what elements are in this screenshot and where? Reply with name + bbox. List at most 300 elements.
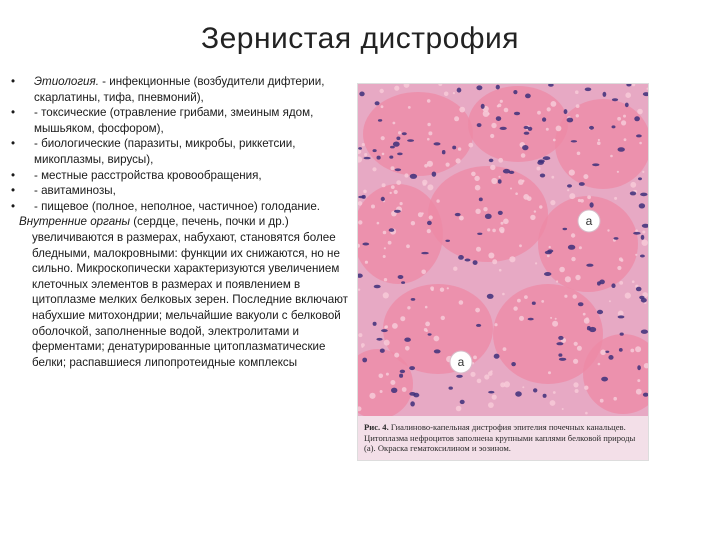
protein-granule <box>522 180 525 183</box>
nucleus <box>458 255 464 260</box>
nucleus <box>532 302 536 305</box>
protein-granule <box>475 209 480 214</box>
nucleus <box>543 156 551 160</box>
protein-granule <box>567 189 569 191</box>
protein-granule <box>471 172 476 177</box>
protein-granule <box>361 346 363 348</box>
nucleus <box>586 264 593 267</box>
protein-granule <box>490 165 495 170</box>
protein-granule <box>598 363 601 366</box>
protein-granule <box>584 318 590 324</box>
nucleus <box>496 85 500 90</box>
protein-granule <box>470 372 475 377</box>
nucleus <box>543 394 547 398</box>
protein-granule <box>422 212 424 214</box>
nucleus <box>568 245 575 250</box>
protein-granule <box>547 107 551 111</box>
protein-granule <box>384 340 390 346</box>
protein-granule <box>548 371 551 374</box>
cell-cluster <box>363 92 473 176</box>
bullet-dot: • <box>10 199 16 213</box>
protein-granule <box>483 207 487 211</box>
bullet-text: - местные расстройства кровообращения, <box>34 168 262 182</box>
protein-granule <box>379 374 384 379</box>
slide-title: Зернистая дистрофия <box>200 22 520 55</box>
nucleus <box>608 355 613 360</box>
protein-granule <box>492 395 497 400</box>
nucleus <box>396 137 400 141</box>
nucleus <box>578 302 584 306</box>
nucleus <box>620 333 624 336</box>
protein-granule <box>391 185 395 189</box>
nucleus <box>638 177 642 180</box>
protein-granule <box>569 193 575 199</box>
protein-granule <box>630 349 634 353</box>
nucleus <box>479 198 483 202</box>
protein-granule <box>537 111 541 115</box>
protein-granule <box>550 317 552 319</box>
bullet-dot: • <box>10 137 16 151</box>
protein-granule <box>574 342 578 346</box>
protein-granule <box>358 220 362 224</box>
nucleus <box>540 174 545 178</box>
protein-granule <box>476 247 481 252</box>
nucleus <box>457 88 462 93</box>
nucleus <box>509 171 515 174</box>
protein-granule <box>473 356 477 360</box>
protein-granule <box>394 86 399 91</box>
protein-granule <box>429 215 433 219</box>
protein-granule <box>475 308 480 313</box>
bullet-text: - инфекционные (возбудители дифтерии, скарлатины, тифа, пневмоний), <box>34 75 325 104</box>
protein-granule <box>553 139 556 142</box>
nucleus <box>380 349 385 353</box>
protein-granule <box>394 353 399 358</box>
nucleus <box>409 366 415 370</box>
protein-granule <box>598 139 600 141</box>
nucleus <box>427 221 432 225</box>
protein-granule <box>454 116 459 121</box>
nucleus <box>428 333 432 335</box>
nucleus <box>525 94 531 99</box>
nucleus <box>630 191 636 195</box>
nucleus <box>374 285 381 289</box>
protein-granule <box>521 153 526 158</box>
protein-granule <box>501 222 504 225</box>
protein-granule <box>619 281 623 285</box>
protein-granule <box>498 158 503 163</box>
nucleus <box>477 123 482 127</box>
nucleus <box>558 336 563 340</box>
nucleus <box>511 362 516 366</box>
protein-granule <box>513 306 517 310</box>
protein-granule <box>390 192 392 194</box>
nucleus <box>485 214 492 219</box>
protein-granule <box>519 316 524 321</box>
nucleus <box>592 163 599 166</box>
protein-granule <box>607 229 609 231</box>
nucleus <box>498 211 503 215</box>
nucleus <box>394 210 401 213</box>
protein-granule <box>535 262 537 264</box>
protein-granule <box>635 254 637 256</box>
nucleus <box>449 387 453 390</box>
nucleus <box>559 358 566 361</box>
paragraph-lead: Внутренние органы <box>19 215 131 229</box>
nucleus <box>558 353 562 356</box>
protein-granule <box>575 275 580 280</box>
protein-granule <box>406 244 410 248</box>
protein-granule <box>624 138 627 141</box>
protein-granule <box>447 287 449 289</box>
nucleus <box>362 358 367 363</box>
protein-granule <box>498 176 500 178</box>
protein-granule <box>396 180 401 185</box>
protein-granule <box>382 153 385 156</box>
protein-granule <box>407 306 410 309</box>
nucleus <box>542 117 546 121</box>
protein-granule <box>446 163 450 167</box>
nucleus <box>636 134 642 137</box>
protein-granule <box>637 109 643 115</box>
protein-granule <box>537 167 541 171</box>
protein-granule <box>597 141 601 145</box>
protein-granule <box>637 379 640 382</box>
nucleus <box>514 112 520 115</box>
protein-granule <box>600 350 606 356</box>
nucleus <box>410 174 417 179</box>
protein-granule <box>424 328 427 331</box>
protein-granule <box>621 120 626 125</box>
protein-granule <box>539 205 542 208</box>
nucleus <box>641 330 648 334</box>
nucleus <box>358 147 362 150</box>
nucleus <box>524 132 530 135</box>
bullet-item <box>8 199 348 215</box>
nucleus <box>563 228 568 230</box>
nucleus <box>452 146 456 150</box>
protein-granule <box>551 101 557 107</box>
protein-granule <box>383 292 389 298</box>
bullet-item <box>8 105 348 136</box>
protein-granule <box>510 188 512 190</box>
protein-granule <box>425 306 428 309</box>
protein-granule <box>384 278 387 281</box>
protein-granule <box>488 253 494 259</box>
protein-granule <box>642 240 648 246</box>
protein-granule <box>571 257 575 261</box>
protein-granule <box>569 170 575 176</box>
nucleus <box>567 184 572 187</box>
nucleus <box>533 388 537 392</box>
protein-granule <box>365 261 368 264</box>
protein-granule <box>636 389 642 395</box>
bullet-lead: Этиология. <box>34 75 99 88</box>
protein-granule <box>562 408 564 410</box>
nucleus <box>515 391 522 396</box>
protein-granule <box>456 158 461 163</box>
nucleus <box>522 145 528 150</box>
protein-granule <box>400 202 403 205</box>
nucleus <box>547 249 553 252</box>
nucleus <box>364 157 371 159</box>
protein-granule <box>617 266 621 270</box>
nucleus <box>401 281 405 284</box>
protein-granule <box>436 199 439 202</box>
protein-granule <box>405 346 410 351</box>
nucleus <box>432 172 437 177</box>
nucleus <box>625 103 629 108</box>
protein-granule <box>474 176 479 181</box>
nucleus <box>619 348 623 352</box>
protein-granule <box>617 117 621 121</box>
protein-granule <box>427 123 430 126</box>
nucleus <box>460 400 465 404</box>
protein-granule <box>571 233 575 237</box>
protein-granule <box>427 184 433 190</box>
protein-granule <box>398 131 401 134</box>
protein-granule <box>573 294 577 298</box>
protein-granule <box>491 178 497 184</box>
nucleus <box>476 324 481 327</box>
protein-granule <box>639 142 642 145</box>
nucleus <box>639 203 645 208</box>
nucleus <box>421 252 429 254</box>
protein-granule <box>576 104 580 108</box>
protein-granule <box>519 244 522 247</box>
nucleus <box>397 153 403 156</box>
nucleus <box>476 85 482 90</box>
bullet-dot: • <box>10 168 16 182</box>
protein-granule <box>576 114 579 117</box>
nucleus <box>641 235 645 240</box>
protein-granule <box>613 397 617 401</box>
protein-granule <box>380 390 383 393</box>
protein-granule <box>503 347 507 351</box>
protein-granule <box>565 276 571 282</box>
protein-granule <box>502 293 505 296</box>
nucleus <box>544 272 551 276</box>
protein-granule <box>556 280 558 282</box>
nucleus <box>373 149 377 152</box>
nucleus <box>528 318 534 321</box>
protein-granule <box>383 255 386 258</box>
protein-granule <box>575 389 579 393</box>
protein-granule <box>453 92 455 94</box>
nucleus <box>434 349 441 353</box>
label-a-text: a <box>585 214 593 228</box>
protein-granule <box>434 336 440 342</box>
protein-granule <box>383 231 387 235</box>
protein-granule <box>553 391 556 394</box>
protein-granule <box>441 316 445 320</box>
nucleus <box>410 401 415 406</box>
protein-granule <box>408 106 411 109</box>
protein-granule <box>600 399 604 403</box>
nucleus <box>597 310 603 314</box>
protein-granule <box>623 115 626 118</box>
nucleus <box>585 88 592 92</box>
nucleus <box>434 142 441 145</box>
protein-granule <box>421 270 426 275</box>
nucleus <box>489 159 494 163</box>
protein-granule <box>362 143 365 146</box>
protein-granule <box>427 138 430 141</box>
protein-granule <box>534 210 536 212</box>
nucleus <box>590 202 594 207</box>
protein-granule <box>456 406 462 412</box>
protein-granule <box>625 92 631 98</box>
nucleus <box>614 237 619 240</box>
protein-granule <box>492 229 496 233</box>
nucleus <box>362 243 369 246</box>
nucleus <box>389 156 393 159</box>
caption-lead: Рис. 4. <box>364 422 389 432</box>
protein-granule <box>440 288 444 292</box>
nucleus <box>612 125 616 128</box>
nucleus <box>603 92 607 97</box>
protein-granule <box>504 381 510 387</box>
protein-granule <box>369 393 375 399</box>
nucleus <box>377 156 381 160</box>
protein-granule <box>453 267 457 271</box>
protein-granule <box>381 105 384 108</box>
nucleus <box>579 182 585 186</box>
nucleus <box>481 104 485 109</box>
bullet-dot: • <box>10 75 16 88</box>
text-column <box>8 74 348 370</box>
protein-granule <box>555 318 557 320</box>
nucleus <box>556 342 563 345</box>
nucleus <box>571 140 577 142</box>
nucleus <box>442 150 446 154</box>
protein-granule <box>382 183 386 187</box>
protein-granule <box>577 152 581 156</box>
nucleus <box>445 240 450 242</box>
protein-granule <box>488 402 494 408</box>
protein-granule <box>625 293 631 299</box>
cell-cluster <box>468 86 568 162</box>
nucleus <box>488 391 494 394</box>
nucleus <box>564 109 568 114</box>
nucleus <box>605 351 609 353</box>
nucleus <box>456 375 463 378</box>
bullet-item <box>8 183 348 199</box>
cell-cluster <box>555 99 648 189</box>
nucleus <box>634 116 640 121</box>
bullet-list <box>8 74 348 214</box>
protein-granule <box>393 122 396 125</box>
protein-granule <box>487 228 490 231</box>
bullet-text: - авитаминозы, <box>34 184 116 198</box>
protein-granule <box>364 153 367 156</box>
protein-granule <box>583 174 588 179</box>
protein-granule <box>388 241 392 245</box>
protein-granule <box>609 300 611 302</box>
nucleus <box>381 197 385 201</box>
protein-granule <box>509 256 515 262</box>
bullet-text: - биологические (паразиты, микробы, риккетсии, микоплазмы, вирусы), <box>34 137 296 166</box>
protein-granule <box>642 171 644 173</box>
nucleus <box>375 101 380 105</box>
description-paragraph <box>8 214 348 370</box>
protein-granule <box>492 259 497 264</box>
protein-granule <box>642 231 645 234</box>
nucleus <box>362 195 366 199</box>
protein-granule <box>541 300 544 303</box>
nucleus <box>636 287 642 292</box>
bullet-item <box>8 74 348 105</box>
nucleus <box>618 315 625 318</box>
protein-granule <box>556 126 562 132</box>
protein-granule <box>578 199 581 202</box>
protein-granule <box>381 136 385 140</box>
protein-granule <box>386 373 389 376</box>
protein-granule <box>564 295 567 298</box>
nucleus <box>402 132 407 135</box>
nucleus <box>393 142 400 147</box>
protein-granule <box>524 295 528 299</box>
protein-granule <box>517 299 521 303</box>
protein-granule <box>499 269 502 272</box>
nucleus <box>407 139 414 142</box>
protein-granule <box>547 254 550 257</box>
protein-granule <box>550 400 556 406</box>
bullet-item <box>8 168 348 184</box>
nucleus <box>618 147 625 152</box>
nucleus <box>500 127 507 130</box>
protein-granule <box>577 346 582 351</box>
protein-granule <box>573 382 578 387</box>
protein-granule <box>490 134 494 138</box>
nucleus <box>409 392 415 396</box>
nucleus <box>637 365 641 370</box>
protein-granule <box>459 300 464 305</box>
protein-granule <box>559 267 565 273</box>
protein-granule <box>617 171 619 173</box>
protein-granule <box>546 128 549 131</box>
protein-granule <box>390 380 395 385</box>
nucleus <box>477 233 482 235</box>
protein-granule <box>491 123 496 128</box>
nucleus <box>640 255 645 258</box>
protein-granule <box>490 370 492 372</box>
protein-granule <box>459 107 465 113</box>
protein-granule <box>584 386 588 390</box>
nucleus <box>524 126 529 129</box>
protein-granule <box>484 374 489 379</box>
protein-granule <box>372 167 376 171</box>
protein-granule <box>551 176 554 179</box>
protein-granule <box>427 99 431 103</box>
nucleus <box>359 92 364 97</box>
label-a-top <box>578 210 600 232</box>
label-a-text: a <box>457 355 465 369</box>
protein-granule <box>550 200 555 205</box>
protein-granule <box>515 192 518 195</box>
protein-granule <box>384 247 386 249</box>
protein-granule <box>358 289 360 291</box>
protein-granule <box>424 164 428 168</box>
protein-granule <box>477 379 482 384</box>
protein-granule <box>523 194 529 200</box>
label-a-bottom <box>450 351 472 373</box>
nucleus <box>487 294 494 299</box>
protein-granule <box>500 100 503 103</box>
protein-granule <box>552 321 558 327</box>
nucleus <box>390 146 395 149</box>
nucleus <box>376 338 382 341</box>
